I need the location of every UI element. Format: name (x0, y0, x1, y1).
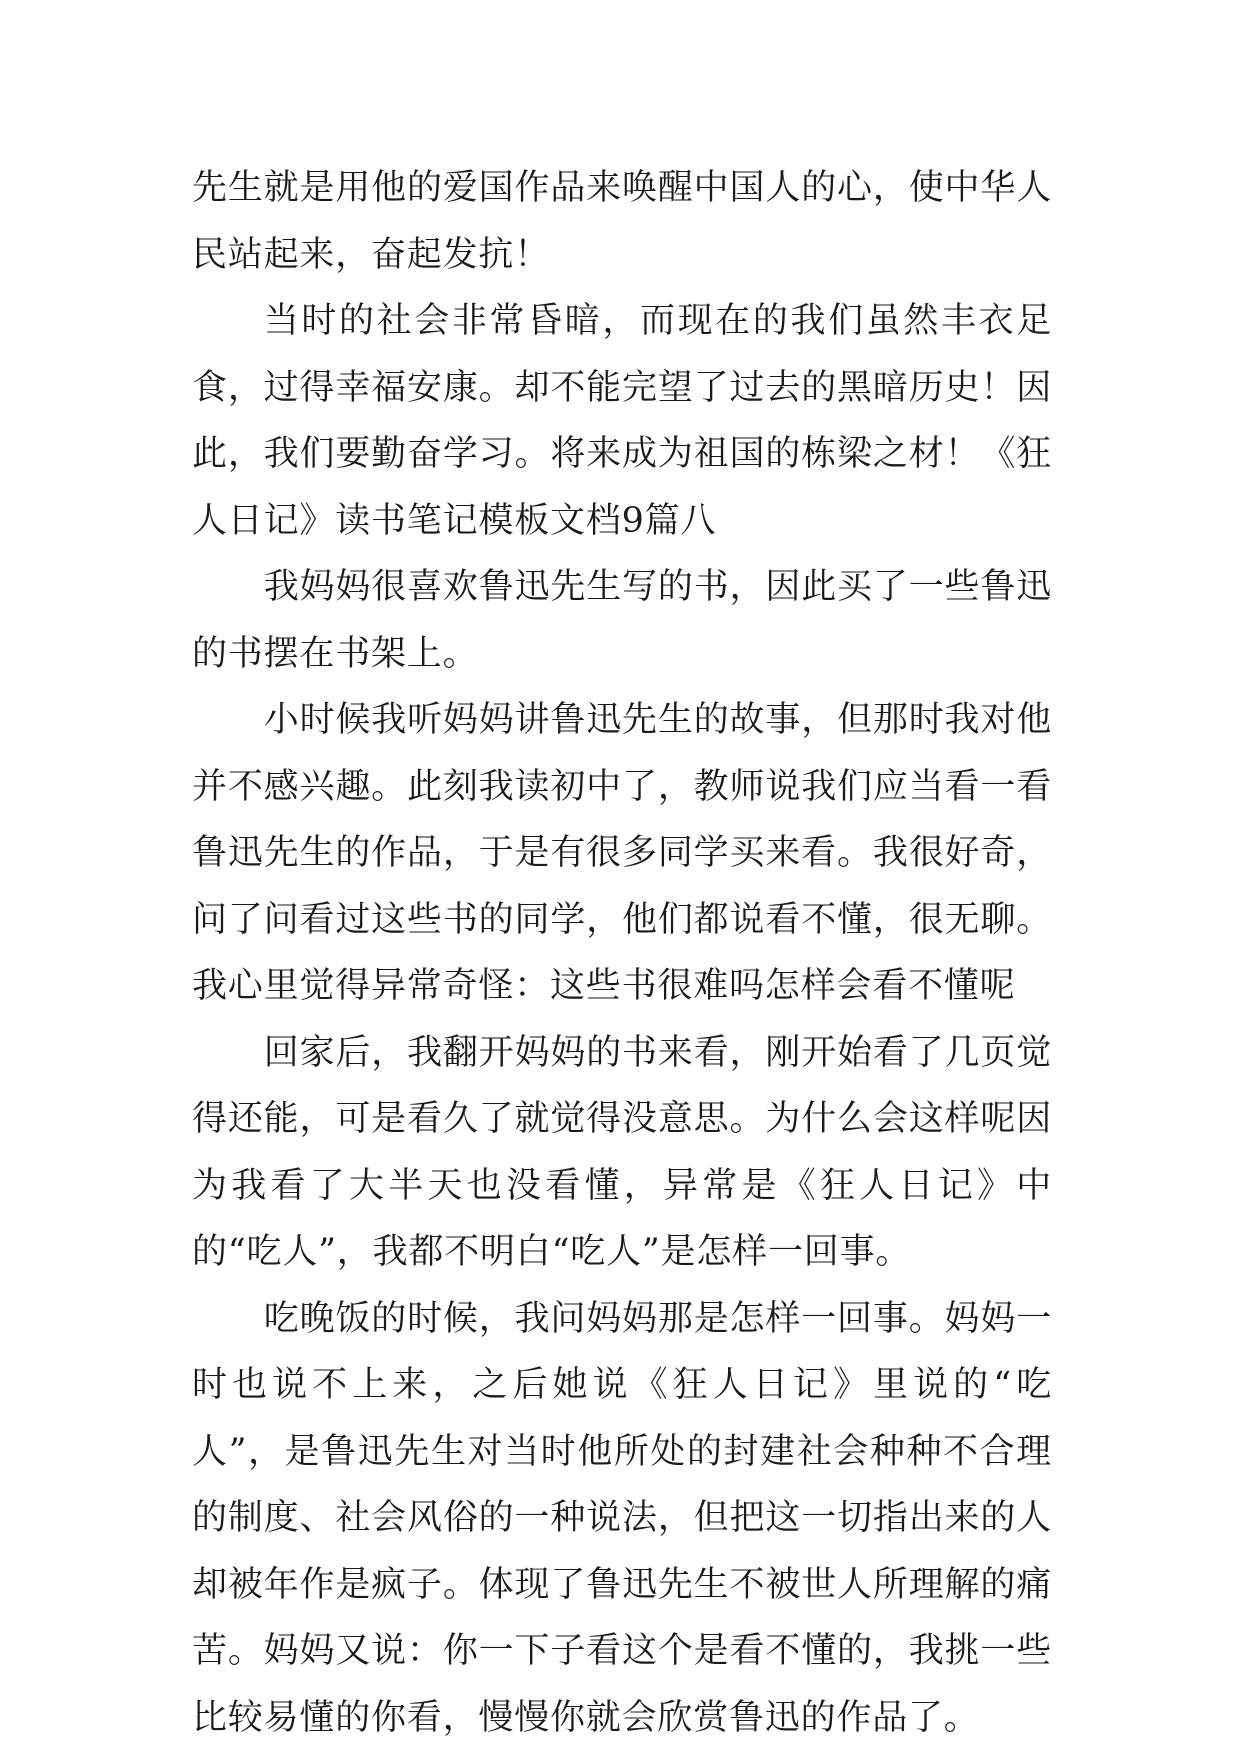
document-body (192, 155, 1052, 1751)
paragraph: 小时候我听妈妈讲鲁迅先生的故事，但那时我对他并不感兴趣。此刻我读初中了，教师说我们应当看一看鲁迅先生的作品，于是有很多同学买来看。我很好奇，问了问看过这些书的同学，他们都说看不懂，很无聊。我心里觉得异常奇怪：这些书很难吗怎样会看不懂呢 (192, 700, 1052, 1006)
paragraph: 先生就是用他的爱国作品来唤醒中国人的心，使中华人民站起来，奋起发抗！ (192, 168, 1052, 275)
paragraph: 吃晚饭的时候，我问妈妈那是怎样一回事。妈妈一时也说不上来，之后她说《狂人日记》里说的“吃人”，是鲁迅先生对当时他所处的封建社会种种不合理的制度、社会风俗的一种说法，但把这一切指出来的人却被年作是疯子。体现了鲁迅先生不被世人所理解的痛苦。妈妈又说：你一下子看这个是看不懂的，我挑一些比较易懂的你看，慢慢你就会欣赏鲁迅的作品了。 (192, 1298, 1052, 1738)
paragraph: 回家后，我翻开妈妈的书来看，刚开始看了几页觉得还能，可是看久了就觉得没意思。为什么会这样呢因为我看了大半天也没看懂，异常是《狂人日记》中的“吃人”，我都不明白“吃人”是怎样一回事。 (192, 1032, 1052, 1272)
paragraph: 我妈妈很喜欢鲁迅先生写的书，因此买了一些鲁迅的书摆在书架上。 (192, 567, 1052, 674)
paragraph: 当时的社会非常昏暗，而现在的我们虽然丰衣足食，过得幸福安康。却不能完望了过去的黑暗历史！因此，我们要勤奋学习。将来成为祖国的栋梁之材！《狂人日记》读书笔记模板文档9篇八 (192, 301, 1052, 541)
